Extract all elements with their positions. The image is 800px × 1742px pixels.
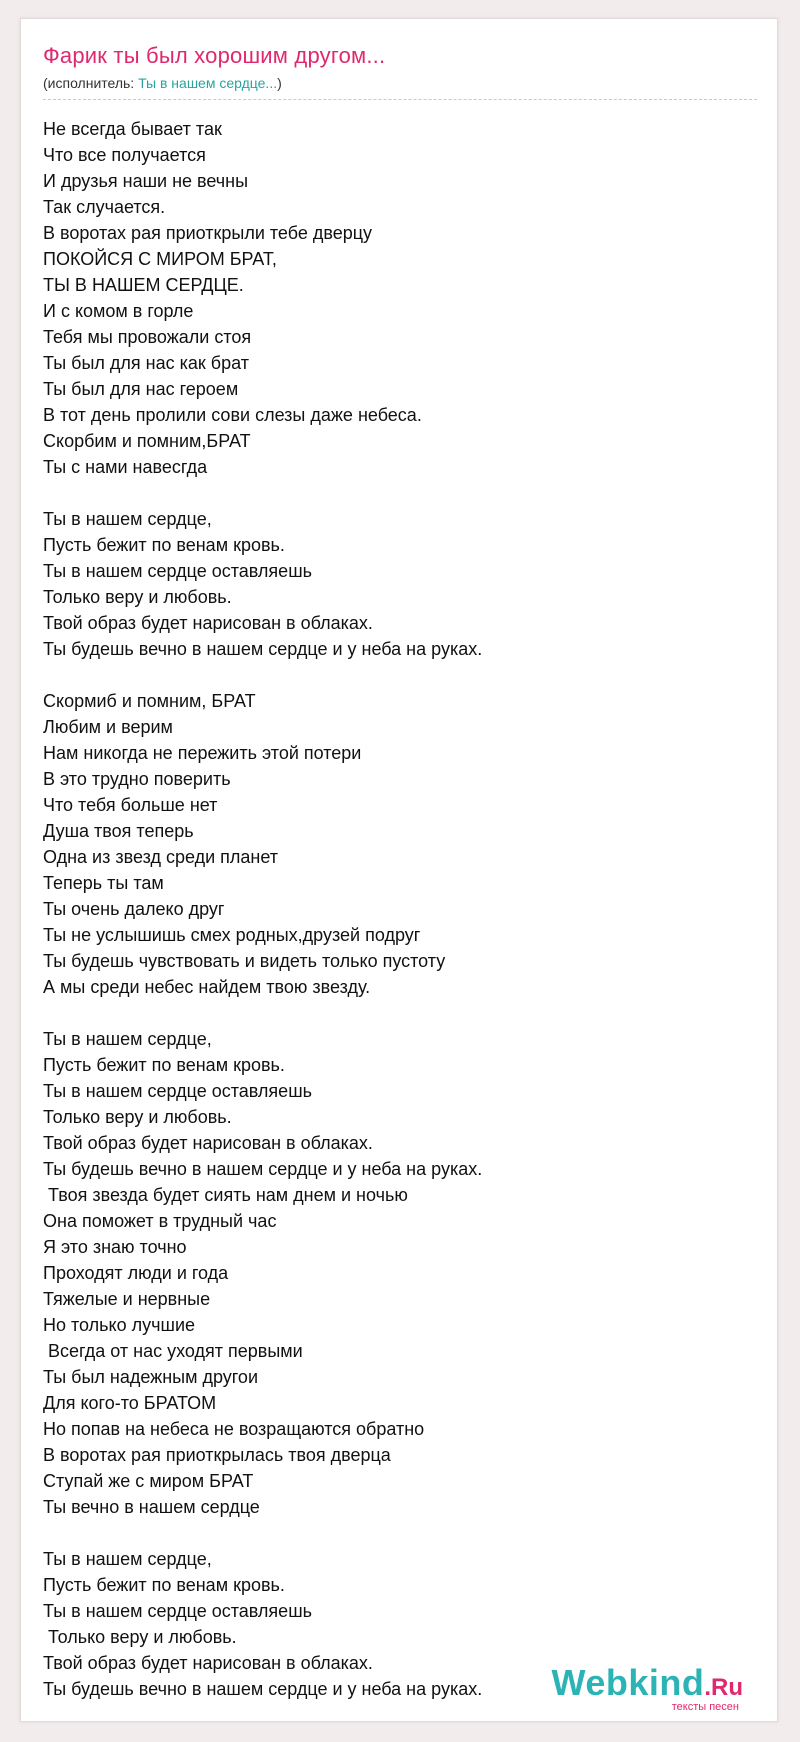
- lyric-line: Твой образ будет нарисован в облаках.: [43, 613, 373, 633]
- lyric-line: Теперь ты там: [43, 873, 164, 893]
- lyric-line: Только веру и любовь.: [43, 1107, 232, 1127]
- lyric-line: Ты в нашем сердце,: [43, 1029, 212, 1049]
- lyric-line: Только веру и любовь.: [43, 1627, 237, 1647]
- title-divider: [43, 99, 757, 100]
- performer-link[interactable]: Ты в нашем сердце...: [138, 75, 278, 91]
- lyric-line: [43, 1520, 757, 1546]
- lyric-line: Ты очень далеко друг: [43, 899, 225, 919]
- lyrics-text: [43, 116, 757, 1702]
- lyric-line: Пусть бежит по венам кровь.: [43, 535, 285, 555]
- lyric-line: Твоя звезда будет сиять нам днем и ночью: [43, 1185, 408, 1205]
- lyric-line: [43, 1000, 757, 1026]
- lyric-line: А мы среди небес найдем твою звезду.: [43, 977, 371, 997]
- lyric-line: Ты в нашем сердце,: [43, 1549, 212, 1569]
- lyric-line: В воротах рая приоткрыли тебе дверцу: [43, 223, 373, 243]
- lyric-line: Нам никогда не пережить этой потери: [43, 743, 362, 763]
- lyric-line: Ты в нашем сердце оставляешь: [43, 561, 313, 581]
- lyric-line: Одна из звезд среди планет: [43, 847, 279, 867]
- lyric-line: Скорбим и помним,БРАТ: [43, 431, 251, 451]
- lyric-line: Ты был надежным другои: [43, 1367, 258, 1387]
- lyric-line: [43, 480, 757, 506]
- lyric-line: Так случается.: [43, 197, 166, 217]
- lyric-line: [43, 662, 757, 688]
- lyric-line: ТЫ В НАШЕМ СЕРДЦЕ.: [43, 275, 244, 295]
- lyric-line: Всегда от нас уходят первыми: [43, 1341, 303, 1361]
- lyric-line: Ты с нами навесгда: [43, 457, 208, 477]
- lyric-line: Любим и верим: [43, 717, 173, 737]
- lyric-line: Скормиб и помним, БРАТ: [43, 691, 256, 711]
- lyric-line: Ты вечно в нашем сердце: [43, 1497, 260, 1517]
- lyric-line: Ты в нашем сердце оставляешь: [43, 1081, 313, 1101]
- lyric-line: Для кого-то БРАТОМ: [43, 1393, 217, 1413]
- lyric-line: Что тебя больше нет: [43, 795, 218, 815]
- lyric-line: Пусть бежит по венам кровь.: [43, 1575, 285, 1595]
- lyric-line: Тебя мы провожали стоя: [43, 327, 252, 347]
- logo-tld: .Ru: [704, 1674, 743, 1701]
- lyric-line: Ты в нашем сердце,: [43, 509, 212, 529]
- lyric-line: Только веру и любовь.: [43, 587, 232, 607]
- logo-brand: Webkind: [551, 1662, 705, 1703]
- lyrics-card: [20, 18, 778, 1722]
- lyric-line: Душа твоя теперь: [43, 821, 194, 841]
- lyric-line: Твой образ будет нарисован в облаках.: [43, 1653, 373, 1673]
- lyric-line: Но попав на небеса не возращаются обратно: [43, 1419, 425, 1439]
- lyric-line: Ты в нашем сердце оставляешь: [43, 1601, 313, 1621]
- lyric-line: В воротах рая приоткрылась твоя дверца: [43, 1445, 391, 1465]
- lyric-line: Твой образ будет нарисован в облаках.: [43, 1133, 373, 1153]
- lyric-line: Она поможет в трудный час: [43, 1211, 277, 1231]
- lyric-line: Не всегда бывает так: [43, 119, 222, 139]
- lyric-line: Ты будешь чувствовать и видеть только пустоту: [43, 951, 446, 971]
- lyric-line: Ступай же с миром БРАТ: [43, 1471, 254, 1491]
- lyric-line: В тот день пролили сови слезы даже небеса.: [43, 405, 422, 425]
- lyric-line: Что все получается: [43, 145, 206, 165]
- lyric-line: Пусть бежит по венам кровь.: [43, 1055, 285, 1075]
- lyric-line: Проходят люди и года: [43, 1263, 229, 1283]
- performer-line: [43, 75, 282, 91]
- logo-tagline: тексты песен: [671, 1701, 739, 1713]
- performer-suffix: ): [277, 75, 282, 91]
- lyric-line: Ты будешь вечно в нашем сердце и у неба на руках.: [43, 639, 483, 659]
- performer-prefix: (исполнитель:: [43, 75, 139, 91]
- lyric-line: Тяжелые и нервные: [43, 1289, 211, 1309]
- lyric-line: Ты не услышишь смех родных,друзей подруг: [43, 925, 421, 945]
- lyric-line: Ты был для нас героем: [43, 379, 239, 399]
- webkind-logo: [551, 1662, 743, 1713]
- lyric-line: Но только лучшие: [43, 1315, 196, 1335]
- lyric-line: Ты будешь вечно в нашем сердце и у неба на руках.: [43, 1159, 483, 1179]
- lyric-line: Я это знаю точно: [43, 1237, 187, 1257]
- lyric-line: В это трудно поверить: [43, 769, 231, 789]
- song-title: Фарик ты был хорошим другом...: [43, 43, 386, 68]
- lyric-line: ПОКОЙСЯ С МИРОМ БРАТ,: [43, 249, 277, 269]
- lyric-line: Ты был для нас как брат: [43, 353, 249, 373]
- lyric-line: И с комом в горле: [43, 301, 194, 321]
- lyric-line: И друзья наши не вечны: [43, 171, 249, 191]
- lyric-line: Ты будешь вечно в нашем сердце и у неба на руках.: [43, 1679, 483, 1699]
